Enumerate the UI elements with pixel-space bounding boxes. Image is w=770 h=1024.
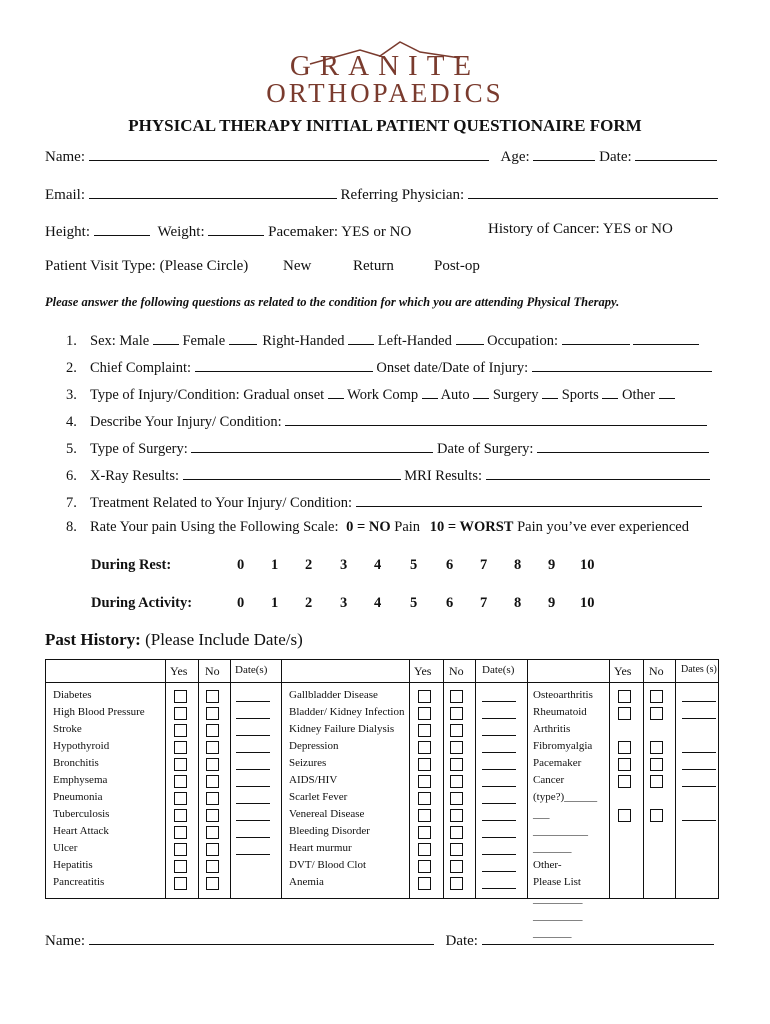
other-label: Other (622, 387, 656, 403)
col1-no-header: No (205, 664, 220, 678)
during-rest-label: During Rest: (91, 557, 172, 573)
work-comp-label: Work Comp (347, 387, 419, 403)
col3-condition-item: Arthritis (533, 723, 571, 735)
col3-yes-checkbox[interactable] (618, 809, 631, 822)
rest-scale-8[interactable]: 8 (514, 557, 522, 573)
xray-results-label: X-Ray Results: (90, 468, 180, 484)
col3-date-field[interactable] (682, 786, 716, 787)
treatment-label: Treatment Related to Your Injury/ Condition: (90, 495, 353, 511)
footer-date-label: Date: (445, 933, 478, 949)
question-7 (66, 492, 702, 512)
col2-yes-checkbox[interactable] (418, 724, 431, 737)
col1-no-checkbox[interactable] (206, 843, 219, 856)
instructions: Please answer the following questions as related to the condition for which you are attending Physical Therapy. (45, 295, 620, 309)
col1-condition-item: Stroke (53, 723, 82, 735)
col2-condition-item: Gallbladder Disease (289, 689, 378, 701)
visit-type-new[interactable]: New (283, 258, 312, 274)
height-field[interactable] (94, 221, 150, 236)
mri-results-label: MRI Results: (404, 468, 483, 484)
describe-injury-field[interactable] (285, 411, 707, 426)
date-label: Date: (599, 149, 632, 165)
surgery-date-field[interactable] (537, 438, 709, 453)
date-field[interactable] (635, 146, 717, 161)
col1-condition-item: Diabetes (53, 689, 92, 701)
question-1 (66, 330, 699, 350)
pain-scale-label: Rate Your pain Using the Following Scale: (90, 519, 339, 535)
question-number: 6. (66, 468, 77, 484)
work-comp-field[interactable] (422, 384, 438, 399)
col2-date-field[interactable] (482, 803, 516, 804)
col1-yes-checkbox[interactable] (174, 741, 187, 754)
col3-condition-item: (type?)______ (533, 791, 598, 803)
past-history-title (45, 630, 303, 650)
col1-condition-item: Bronchitis (53, 757, 99, 769)
col3-condition-item: _______ (533, 927, 572, 939)
sex-female-label: Female (182, 333, 226, 349)
col2-yes-checkbox[interactable] (418, 775, 431, 788)
col2-yes-checkbox[interactable] (418, 690, 431, 703)
col1-no-checkbox[interactable] (206, 775, 219, 788)
col1-condition-item: Pneumonia (53, 791, 103, 803)
vitals-row (45, 221, 411, 241)
col1-yes-checkbox[interactable] (174, 707, 187, 720)
col2-date-field[interactable] (482, 735, 516, 736)
col2-yes-checkbox[interactable] (418, 792, 431, 805)
visit-type-label: Patient Visit Type: (Please Circle) (45, 258, 249, 274)
gradual-onset-field[interactable] (328, 384, 344, 399)
col3-condition-item: _________ (533, 910, 583, 922)
rest-scale-6[interactable]: 6 (446, 557, 454, 573)
onset-date-field[interactable] (532, 357, 712, 372)
col2-date-field[interactable] (482, 786, 516, 787)
col2-no-checkbox[interactable] (450, 809, 463, 822)
col1-condition-item: Emphysema (53, 774, 108, 786)
col1-conditions (53, 687, 145, 891)
rest-scale-3[interactable]: 3 (340, 557, 348, 573)
activity-scale-9[interactable]: 9 (548, 595, 556, 611)
col3-no-checkbox[interactable] (650, 690, 663, 703)
col1-no-checkbox[interactable] (206, 860, 219, 873)
col1-yes-checkbox[interactable] (174, 792, 187, 805)
col3-no-checkbox[interactable] (650, 775, 663, 788)
email-label: Email: (45, 187, 85, 203)
col3-dates-header: Dates (s) (681, 664, 717, 675)
col2-yes-checkbox[interactable] (418, 741, 431, 754)
footer-row (45, 930, 714, 950)
activity-scale-10[interactable]: 10 (580, 595, 595, 611)
col1-date-field[interactable] (236, 718, 270, 719)
col1-date-field[interactable] (236, 701, 270, 702)
rest-scale-1[interactable]: 1 (271, 557, 279, 573)
activity-scale-2[interactable]: 2 (305, 595, 313, 611)
logo-orthopaedics: ORTHOPAEDICS (266, 78, 504, 108)
col1-no-checkbox[interactable] (206, 809, 219, 822)
past-history-table (45, 659, 719, 939)
col3-yes-checkbox[interactable] (618, 690, 631, 703)
col1-condition-item: Tuberculosis (53, 808, 110, 820)
question-number: 7. (66, 495, 77, 511)
col2-date-field[interactable] (482, 752, 516, 753)
surgery-date-label: Date of Surgery: (437, 441, 534, 457)
rest-scale-10[interactable]: 10 (580, 557, 595, 573)
rest-scale-0[interactable]: 0 (237, 557, 245, 573)
col1-yes-checkbox[interactable] (174, 860, 187, 873)
col1-condition-item: High Blood Pressure (53, 706, 145, 718)
col1-condition-item: Hypothyroid (53, 740, 110, 752)
col2-condition-item: Venereal Disease (289, 808, 365, 820)
weight-label: Weight: (157, 224, 205, 240)
col3-condition-item: Cancer (533, 774, 565, 786)
col2-date-field[interactable] (482, 871, 516, 872)
pain-scale-min-text: Pain (394, 519, 421, 535)
col2-condition-item: Anemia (289, 876, 324, 888)
rest-scale-5[interactable]: 5 (410, 557, 418, 573)
col3-no-checkbox[interactable] (650, 758, 663, 771)
chief-complaint-field[interactable] (195, 357, 373, 372)
col1-date-field[interactable] (236, 837, 270, 838)
col1-yes-checkbox[interactable] (174, 724, 187, 737)
activity-scale-0[interactable]: 0 (237, 595, 245, 611)
past-history-title-bold: Past History: (45, 630, 141, 649)
question-number: 8. (66, 519, 77, 535)
surgery-label: Surgery (492, 387, 539, 403)
rest-scale-7[interactable]: 7 (480, 557, 488, 573)
col3-condition-item: __________ (533, 825, 588, 837)
sex-male-label: Sex: Male (90, 333, 150, 349)
activity-scale-8[interactable]: 8 (514, 595, 522, 611)
col2-condition-item: DVT/ Blood Clot (289, 859, 367, 871)
col3-no-checkbox[interactable] (650, 741, 663, 754)
col2-condition-item: AIDS/HIV (289, 774, 338, 786)
name-label: Name: (45, 149, 85, 165)
question-number: 1. (66, 333, 77, 349)
col2-condition-item: Heart murmur (289, 842, 352, 854)
col1-date-field[interactable] (236, 769, 270, 770)
col1-yes-checkbox[interactable] (174, 775, 187, 788)
pacemaker-choice[interactable]: Pacemaker: YES or NO (268, 224, 412, 240)
col3-no-header: No (649, 664, 664, 678)
activity-scale-7[interactable]: 7 (480, 595, 488, 611)
col3-condition-item: _______ (533, 842, 572, 854)
col3-yes-checkbox[interactable] (618, 758, 631, 771)
col1-condition-item: Heart Attack (53, 825, 109, 837)
question-3 (66, 384, 675, 404)
col2-conditions (289, 687, 404, 891)
height-label: Height: (45, 224, 90, 240)
col1-condition-item: Ulcer (53, 842, 78, 854)
col2-no-checkbox[interactable] (450, 758, 463, 771)
referring-physician-field[interactable] (468, 184, 718, 199)
rest-scale-9[interactable]: 9 (548, 557, 556, 573)
email-field[interactable] (89, 184, 337, 199)
col3-condition-item: ___ (533, 808, 550, 820)
col1-yes-checkbox[interactable] (174, 877, 187, 890)
col3-yes-checkbox[interactable] (618, 707, 631, 720)
col2-yes-header: Yes (414, 664, 432, 678)
col2-date-field[interactable] (482, 888, 516, 889)
col1-condition-item: Hepatitis (53, 859, 93, 871)
col3-conditions (533, 687, 597, 942)
occupation-field-2[interactable] (633, 330, 699, 345)
col2-yes-checkbox[interactable] (418, 707, 431, 720)
col2-no-checkbox[interactable] (450, 775, 463, 788)
auto-field[interactable] (473, 384, 489, 399)
left-handed-field[interactable] (456, 330, 484, 345)
name-field[interactable] (89, 146, 489, 161)
col2-yes-checkbox[interactable] (418, 877, 431, 890)
col3-condition-item: Rheumatoid (533, 706, 587, 718)
referring-physician-label: Referring Physician: (340, 187, 465, 203)
col2-condition-item: Bladder/ Kidney Infection (289, 706, 405, 718)
activity-scale-4[interactable]: 4 (374, 595, 382, 611)
col1-yes-checkbox[interactable] (174, 826, 187, 839)
footer-name-label: Name: (45, 933, 85, 949)
question-8 (66, 519, 689, 536)
col1-condition-item: Pancreatitis (53, 876, 105, 888)
footer-date-field[interactable] (482, 930, 714, 945)
footer-name-field[interactable] (89, 930, 434, 945)
activity-scale-6[interactable]: 6 (446, 595, 454, 611)
col2-condition-item: Bleeding Disorder (289, 825, 370, 837)
col3-condition-item: Other- (533, 859, 562, 871)
col1-yes-checkbox[interactable] (174, 758, 187, 771)
col2-date-field[interactable] (482, 837, 516, 838)
col2-no-checkbox[interactable] (450, 707, 463, 720)
surgery-field[interactable] (542, 384, 558, 399)
col2-yes-checkbox[interactable] (418, 826, 431, 839)
col1-yes-checkbox[interactable] (174, 809, 187, 822)
weight-field[interactable] (208, 221, 264, 236)
rest-scale-2[interactable]: 2 (305, 557, 313, 573)
col1-dates-header: Date(s) (235, 664, 268, 676)
injury-type-label: Type of Injury/Condition: Gradual onset (90, 387, 325, 403)
col1-date-field[interactable] (236, 735, 270, 736)
col2-yes-checkbox[interactable] (418, 860, 431, 873)
col2-no-checkbox[interactable] (450, 724, 463, 737)
describe-injury-label: Describe Your Injury/ Condition: (90, 414, 282, 430)
col1-yes-checkbox[interactable] (174, 690, 187, 703)
col2-no-checkbox[interactable] (450, 826, 463, 839)
col3-yes-checkbox[interactable] (618, 775, 631, 788)
cancer-history-choice[interactable]: History of Cancer: YES or NO (488, 221, 673, 237)
col1-yes-header: Yes (170, 664, 188, 678)
col2-no-checkbox[interactable] (450, 843, 463, 856)
question-2 (66, 357, 712, 377)
col3-yes-header: Yes (614, 664, 632, 678)
question-6 (66, 465, 710, 485)
visit-type-return[interactable]: Return (353, 258, 394, 274)
pain-scale-max-text: Pain you’ve ever experienced (517, 519, 689, 535)
question-4 (66, 411, 707, 431)
question-number: 5. (66, 441, 77, 457)
col2-date-field[interactable] (482, 820, 516, 821)
activity-scale-3[interactable]: 3 (340, 595, 348, 611)
surgery-type-field[interactable] (191, 438, 433, 453)
col2-dates-header: Date(s) (482, 664, 515, 676)
age-field[interactable] (533, 146, 595, 161)
right-handed-label: Right-Handed (262, 333, 345, 349)
col1-no-checkbox[interactable] (206, 741, 219, 754)
right-handed-field[interactable] (348, 330, 374, 345)
col2-yes-checkbox[interactable] (418, 809, 431, 822)
col1-no-checkbox[interactable] (206, 826, 219, 839)
during-activity-label: During Activity: (91, 595, 193, 611)
past-history-title-note: (Please Include Date/s) (145, 630, 303, 649)
col2-condition-item: Seizures (289, 757, 327, 769)
col2-date-field[interactable] (482, 854, 516, 855)
col3-yes-checkbox[interactable] (618, 741, 631, 754)
question-number: 4. (66, 414, 77, 430)
mri-results-field[interactable] (486, 465, 710, 480)
xray-results-field[interactable] (183, 465, 401, 480)
pain-scale-max: 10 = WORST (429, 519, 514, 535)
col2-no-header: No (449, 664, 464, 678)
col2-condition-item: Scarlet Fever (289, 791, 348, 803)
age-label: Age: (500, 149, 530, 165)
occupation-field-1[interactable] (562, 330, 630, 345)
sports-label: Sports (561, 387, 599, 403)
col1-no-checkbox[interactable] (206, 707, 219, 720)
email-row (45, 184, 718, 204)
col1-no-checkbox[interactable] (206, 724, 219, 737)
col3-date-field[interactable] (682, 718, 716, 719)
col1-no-checkbox[interactable] (206, 758, 219, 771)
treatment-field[interactable] (356, 492, 702, 507)
question-number: 2. (66, 360, 77, 376)
col1-no-checkbox[interactable] (206, 690, 219, 703)
sex-male-field[interactable] (153, 330, 179, 345)
col3-condition-item: Osteoarthritis (533, 689, 593, 701)
name-row (45, 146, 717, 166)
col2-date-field[interactable] (482, 718, 516, 719)
col3-date-field[interactable] (682, 701, 716, 702)
col1-date-field[interactable] (236, 752, 270, 753)
col1-date-field[interactable] (236, 854, 270, 855)
col2-condition-item: Kidney Failure Dialysis (289, 723, 395, 735)
col2-condition-item: Depression (289, 740, 339, 752)
col2-yes-checkbox[interactable] (418, 843, 431, 856)
col1-date-field[interactable] (236, 803, 270, 804)
col3-condition-item: Pacemaker (533, 757, 582, 769)
other-field[interactable] (659, 384, 675, 399)
auto-label: Auto (440, 387, 470, 403)
col3-date-field[interactable] (682, 769, 716, 770)
col1-date-field[interactable] (236, 820, 270, 821)
sex-female-field[interactable] (229, 330, 257, 345)
page-title: PHYSICAL THERAPY INITIAL PATIENT QUESTIONAIRE FORM (128, 116, 642, 135)
onset-date-label: Onset date/Date of Injury: (376, 360, 529, 376)
col2-no-checkbox[interactable] (450, 860, 463, 873)
occupation-label: Occupation: (487, 333, 558, 349)
question-5 (66, 438, 709, 458)
col3-date-field[interactable] (682, 820, 716, 821)
col2-no-checkbox[interactable] (450, 690, 463, 703)
activity-scale-5[interactable]: 5 (410, 595, 418, 611)
col3-no-checkbox[interactable] (650, 707, 663, 720)
question-number: 3. (66, 387, 77, 403)
surgery-type-label: Type of Surgery: (90, 441, 188, 457)
activity-scale-1[interactable]: 1 (271, 595, 279, 611)
sports-field[interactable] (602, 384, 618, 399)
col3-condition-item: Fibromyalgia (533, 740, 593, 752)
col2-no-checkbox[interactable] (450, 792, 463, 805)
col3-no-checkbox[interactable] (650, 809, 663, 822)
col3-condition-item: _________ (533, 893, 583, 905)
left-handed-label: Left-Handed (377, 333, 452, 349)
col2-yes-checkbox[interactable] (418, 758, 431, 771)
visit-type-postop[interactable]: Post-op (434, 258, 480, 274)
col2-no-checkbox[interactable] (450, 877, 463, 890)
pain-scale-min: 0 = NO (346, 519, 391, 535)
col1-no-checkbox[interactable] (206, 792, 219, 805)
rest-scale-4[interactable]: 4 (374, 557, 382, 573)
col1-date-field[interactable] (236, 786, 270, 787)
col3-date-field[interactable] (682, 752, 716, 753)
col1-yes-checkbox[interactable] (174, 843, 187, 856)
col1-no-checkbox[interactable] (206, 877, 219, 890)
col3-condition-item: Please List (533, 876, 581, 888)
col2-date-field[interactable] (482, 701, 516, 702)
chief-complaint-label: Chief Complaint: (90, 360, 192, 376)
logo-granite: GRANITE (289, 50, 481, 82)
col2-no-checkbox[interactable] (450, 741, 463, 754)
col2-date-field[interactable] (482, 769, 516, 770)
